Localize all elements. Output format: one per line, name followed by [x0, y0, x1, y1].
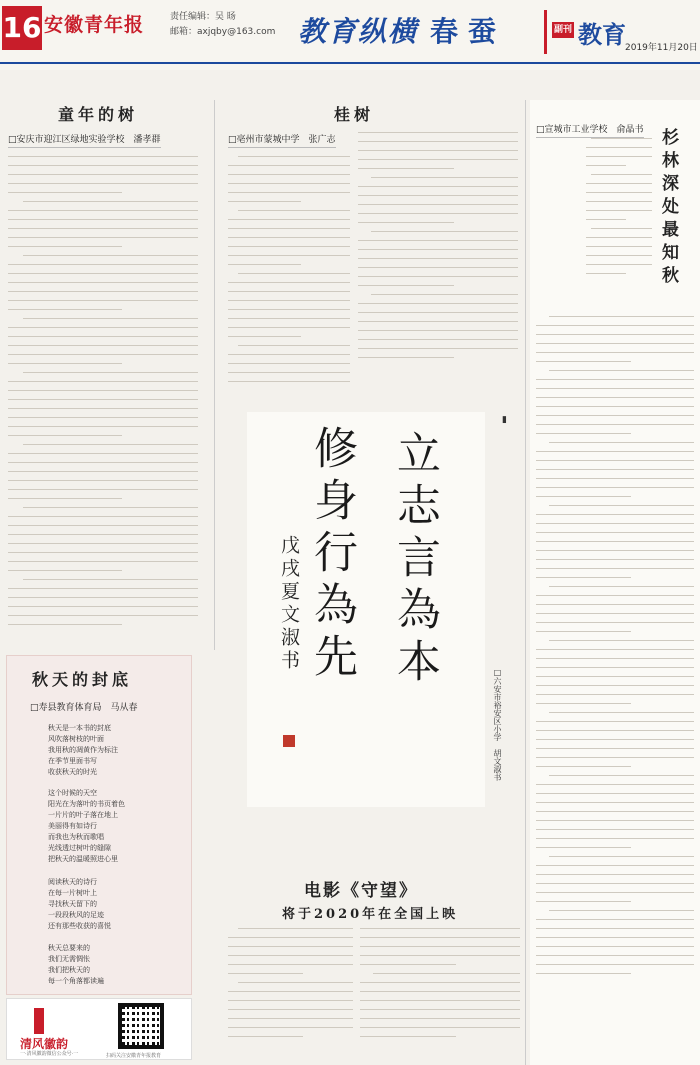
poem-line: 阳光在为落叶的书页着色 [48, 800, 125, 808]
poem-byline: □寿县教育体育局 马从春 [30, 703, 138, 713]
section-name: 教育 [578, 20, 626, 49]
poem-line: 寻找秋天留下的 [48, 900, 97, 908]
poem-line: 把秋天的温暖照进心里 [48, 855, 118, 863]
section-tag: 副刊 [552, 22, 574, 38]
seal-stamp-icon [283, 735, 295, 747]
poem-line: 收获秋天的时光 [48, 768, 97, 776]
header-rule [0, 62, 700, 64]
logo-text: 清风徽韵 [20, 1037, 69, 1051]
email-line: 邮箱：axjqby@163.com [170, 27, 276, 37]
byline-right-column: □宣城市工业学校 俞晶书 [536, 122, 644, 138]
poem-line: 一片片的叶子落在地上 [48, 811, 118, 819]
logo-subtitle: 一·清风徽韵微信公众号·一 [20, 1051, 79, 1057]
issue-date: 2019年11月20日 [625, 43, 698, 53]
article-body-pine-tree-col1 [228, 156, 350, 406]
poem-line: 我用秋的凋黄作为标注 [48, 746, 118, 754]
editor-line: 责任编辑：吴 旸 [170, 12, 236, 22]
column-divider [525, 100, 526, 1065]
page-number: 16 [2, 6, 42, 50]
article-title-right-column: 杉林深处最知秋 [658, 128, 678, 289]
article-body-pine-tree-col2 [358, 132, 518, 406]
poem-line: 美丽得有如诗行 [48, 822, 97, 830]
calligraphy-column-2: 修身行為先 [306, 425, 357, 685]
section-title: 春蚕 [430, 15, 507, 48]
candle-icon [34, 1008, 44, 1034]
poem-title: 秋天的封底 [32, 670, 133, 689]
paper-name: 安徽青年报 [44, 14, 145, 36]
article-title-childhood-tree: 童年的树 [58, 105, 139, 124]
movie-article-title: 电影《守望》 [304, 881, 418, 901]
calligraphy-byline: □六安市裕安区小学 胡文淑书 [493, 668, 502, 781]
poem-line: 秋天是一本书的封底 [48, 724, 111, 732]
right-article-body [536, 316, 694, 1061]
poem-line: 我们把秋天的 [48, 966, 90, 974]
poem-line: 在季节里面书写 [48, 757, 97, 765]
article-body-childhood-tree [8, 156, 198, 646]
poem-line: 秋天总要来的 [48, 944, 90, 952]
calligraphy-column-1: 立志言為本 [389, 430, 440, 690]
column-divider [214, 100, 215, 650]
movie-article-body-col1 [228, 928, 353, 1063]
article-title-pine-tree: 桂树 [334, 105, 375, 124]
calligraphy-signature: 戊戌夏文淑书 [278, 535, 300, 673]
poem-line: 光线透过树叶的缝隙 [48, 844, 111, 852]
poem-line: 这个时候的天空 [48, 789, 97, 797]
byline-childhood-tree: □安庆市迎江区绿地实验学校 潘孝群 [8, 132, 161, 148]
editor-info [170, 10, 275, 40]
movie-article-body-col2 [360, 928, 520, 1063]
byline-pine-tree: □亳州市蒙城中学 张广志 [228, 132, 336, 148]
qr-caption: 扫码关注安徽青年报教育 [106, 1053, 162, 1059]
poem-line: 阅读秋天的诗行 [48, 878, 97, 886]
poem-line: 每一个角落都读遍 [48, 977, 104, 985]
masthead [0, 0, 700, 70]
poem-line: 风吹落树枝的叶面 [48, 735, 104, 743]
poem-line: 在每一片树叶上 [48, 889, 97, 897]
poem-line: 而我也为秋而歌唱 [48, 833, 104, 841]
poem-line: 一段段秋风的足迹 [48, 911, 104, 919]
header-divider [544, 10, 547, 54]
movie-article-subtitle: 将于2020年在全国上映 [282, 907, 459, 922]
qr-code-icon[interactable] [118, 1003, 164, 1049]
poem-line: 还有那些收获的喜悦 [48, 922, 111, 930]
right-article-intro [586, 138, 652, 308]
poem-line: 我们无需惆怅 [48, 955, 90, 963]
pin-icon: ▮ [502, 415, 507, 425]
edu-title: 教育纵横 [298, 15, 419, 48]
